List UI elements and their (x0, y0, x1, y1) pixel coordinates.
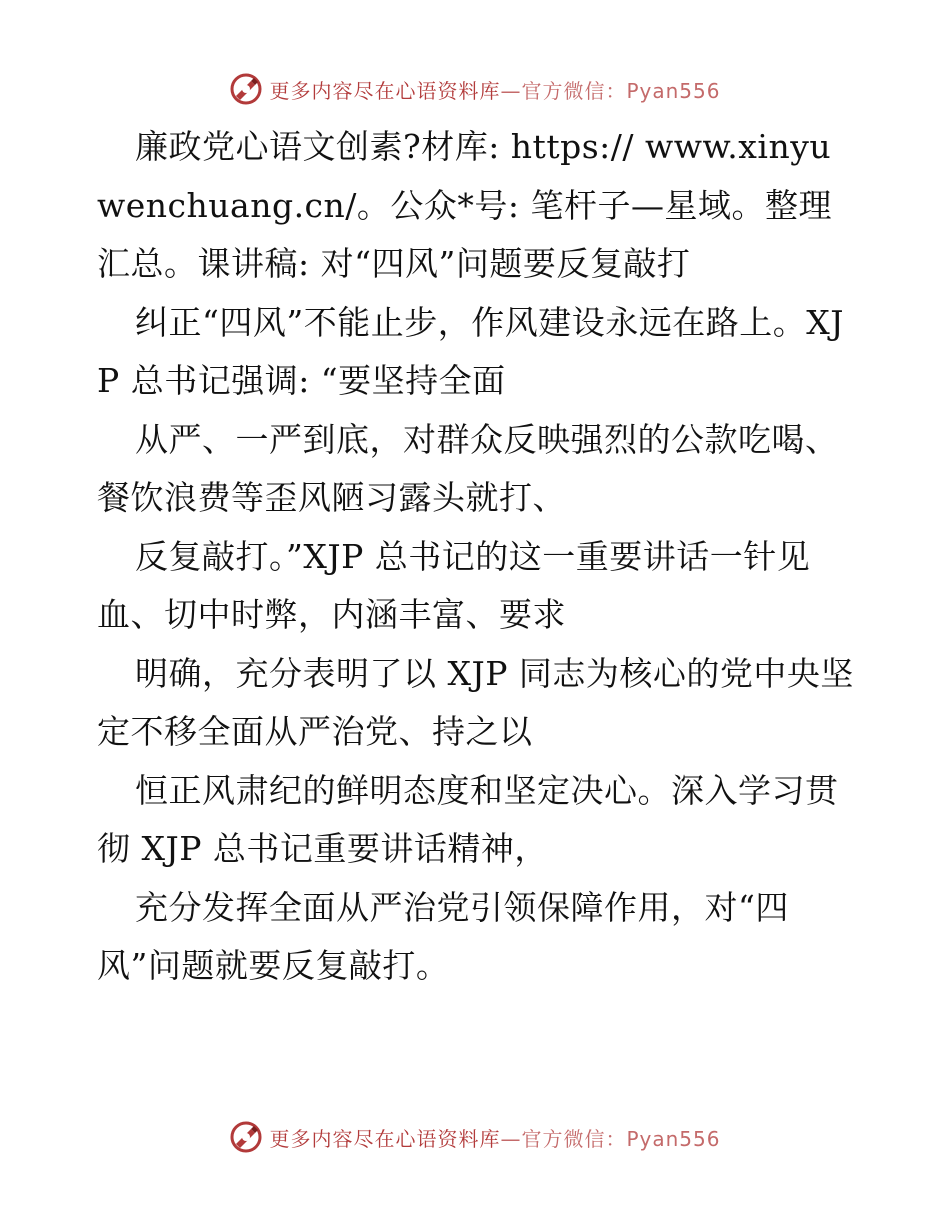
banner-text (269, 1123, 720, 1152)
banner-wechat-text: 官方微信：Pyan556 (521, 1126, 721, 1151)
paragraph: 充分发挥全面从严治党引领保障作用，对“四风”问题就要反复敲打。 (97, 887, 789, 985)
banner-main-text: 更多内容尽在心语资料库 (269, 1126, 501, 1151)
banner-wechat-text: 官方微信：Pyan556 (521, 78, 721, 103)
page-header-banner (0, 72, 950, 106)
banner-text (269, 75, 720, 104)
banner-separator: — (500, 78, 522, 103)
pen-seal-logo-icon (229, 72, 263, 106)
banner-separator: — (500, 1126, 522, 1151)
paragraph: 恒正风肃纪的鲜明态度和坚定决心。深入学习贯彻 XJP 总书记重要讲话精神， (97, 770, 839, 868)
paragraph: 明确，充分表明了以 XJP 同志为核心的党中央坚定不移全面从严治党、持之以 (97, 653, 854, 751)
banner-main-text: 更多内容尽在心语资料库 (269, 78, 501, 103)
paragraph: 从严、一严到底，对群众反映强烈的公款吃喝、餐饮浪费等歪风陋习露头就打、 (97, 419, 839, 517)
paragraph: 廉政党心语文创素?材库: https:// www.xinyuwenchuang.cn/。公众*号: 笔杆子—星域。整理汇总。课讲稿: 对“四风”问题要反复敲打 (97, 127, 833, 283)
pen-seal-logo-icon (229, 1120, 263, 1154)
paragraph: 纠正“四风”不能止步，作风建设永远在路上。XJP 总书记强调: “要坚持全面 (97, 302, 844, 400)
paragraph: 反复敲打。”XJP 总书记的这一重要讲话一针见血、切中时弊，内涵丰富、要求 (97, 536, 811, 634)
document-body (97, 118, 857, 996)
page-footer-banner (0, 1120, 950, 1154)
